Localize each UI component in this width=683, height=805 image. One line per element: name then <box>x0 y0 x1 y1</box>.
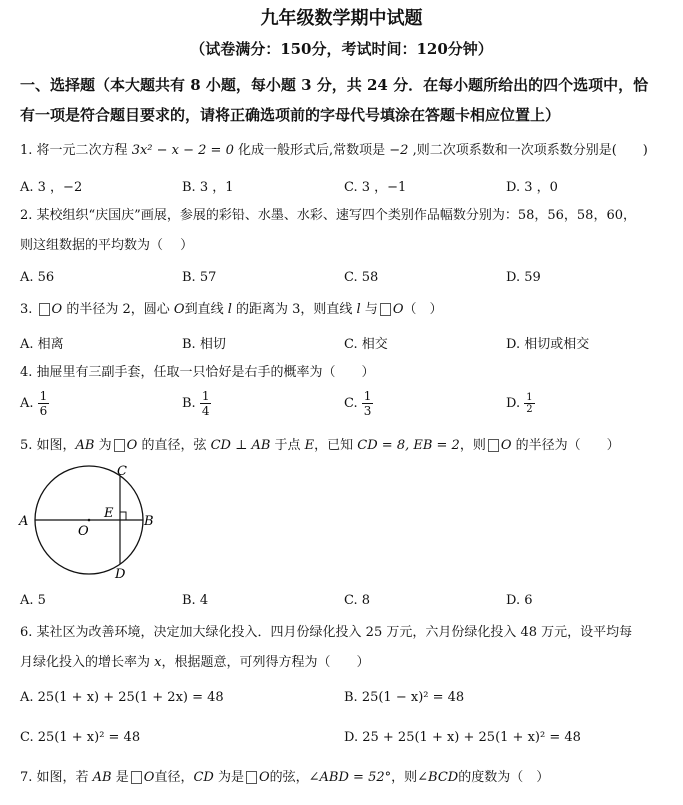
q5-ab: AB <box>75 438 95 453</box>
q7-o2: O <box>258 770 270 785</box>
q6-variable-x: x <box>154 655 162 670</box>
q1-suffix: ,则二次项系数和一次项系数分别是( ) <box>412 143 648 158</box>
q5-given: CD = 8, EB = 2 <box>357 438 460 453</box>
circle-symbol-icon <box>114 439 125 452</box>
q1-constant: −2 <box>389 143 409 158</box>
q6-option-b[interactable]: B. 25(1 − x)² = 48 <box>344 690 465 705</box>
q3-option-b[interactable]: B. 相切 <box>182 337 226 352</box>
q2-option-b[interactable]: B. 57 <box>182 270 217 285</box>
q7-o1: O <box>143 770 155 785</box>
q7-text-g: 的度数为（ ） <box>458 770 550 785</box>
q7-text-c: 直径， <box>154 770 194 785</box>
q1-option-d[interactable]: D. 3 ，0 <box>506 180 558 195</box>
option-label: C. <box>344 396 358 411</box>
q3-text-g: 的距离为 3，则直线 <box>231 302 357 317</box>
q1-middle: 化成一般形式后,常数项是 <box>238 143 386 158</box>
q6-line2a: 月绿化投入的增长率为 <box>20 655 155 670</box>
section-heading <box>20 70 670 130</box>
q5-circle-figure <box>16 460 166 582</box>
q4-option-d[interactable] <box>506 392 535 415</box>
circle-symbol-icon <box>488 439 499 452</box>
fraction <box>524 392 534 415</box>
q7-angle-bcd: ∠BCD <box>417 770 459 785</box>
q1-option-b[interactable]: B. 3 ，1 <box>182 180 234 195</box>
q5-o1: O <box>126 438 138 453</box>
numerator: 1 <box>201 389 210 403</box>
q1-option-a[interactable]: A. 3 ，−2 <box>20 180 83 195</box>
option-label: B. <box>182 396 196 411</box>
q7-text-b: 是 <box>111 770 129 785</box>
q5-text-g: 的半径为（ ） <box>511 438 620 453</box>
q3-line-l2: l <box>356 302 361 317</box>
center-point <box>88 519 91 522</box>
q6-option-a[interactable]: A. 25(1 + x) + 25(1 + 2x) = 48 <box>20 690 224 705</box>
q4-option-b[interactable] <box>182 389 211 418</box>
denominator: 3 <box>363 404 372 418</box>
label-o: O <box>78 524 89 539</box>
q3-option-a[interactable]: A. 相离 <box>20 337 64 352</box>
label-a: A <box>19 514 29 529</box>
label-e: E <box>104 506 114 521</box>
circle-symbol-icon <box>39 303 50 316</box>
q3-circle-o: O <box>51 302 63 317</box>
circle-symbol-icon <box>246 771 257 784</box>
fraction <box>362 389 374 418</box>
q7-ab: AB <box>92 770 112 785</box>
numerator: 1 <box>39 389 48 403</box>
q5-option-a[interactable]: A. 5 <box>20 593 46 608</box>
page-title: 九年级数学期中试题 <box>260 8 423 29</box>
q5-text-b: 为 <box>94 438 112 453</box>
q1-prefix: 1. 将一元二次方程 <box>20 143 128 158</box>
question-6-line1: 6. 某社区为改善环境，决定加大绿化投入．四月份绿化投入 25 万元，六月份绿化投入 48 万元，设平均每 <box>20 625 633 640</box>
q2-option-c[interactable]: C. 58 <box>344 270 379 285</box>
q7-text-a: 7. 如图，若 <box>20 770 93 785</box>
q3-circle-o2: O <box>392 302 404 317</box>
right-angle-mark <box>120 512 126 520</box>
question-2-line2: 则这组数据的平均数为（ ） <box>20 238 194 253</box>
q5-text-e: ，已知 <box>314 438 358 453</box>
q6-option-d[interactable]: D. 25 + 25(1 + x) + 25(1 + x)² = 48 <box>344 730 581 745</box>
q5-option-c[interactable]: C. 8 <box>344 593 371 608</box>
q2-option-a[interactable]: A. 56 <box>20 270 55 285</box>
question-2-line1: 2. 某校组织“庆国庆”画展，参展的彩铅、水墨、水彩、速写四个类别作品幅数分别为：58，56，58，60， <box>20 208 636 223</box>
q7-text-f: ，则 <box>391 770 418 785</box>
q5-text-f: ，则 <box>459 438 486 453</box>
q5-text-c: 的直径，弦 <box>137 438 211 453</box>
q3-option-c[interactable]: C. 相交 <box>344 337 388 352</box>
q5-cd: CD ⊥ AB <box>210 438 271 453</box>
q3-text-i: 与 <box>360 302 378 317</box>
label-c: C <box>117 464 127 479</box>
q1-option-c[interactable]: C. 3 ，−1 <box>344 180 407 195</box>
q5-e: E <box>304 438 315 453</box>
q3-number: 3. <box>20 302 37 317</box>
q5-text-d: 于点 <box>270 438 305 453</box>
question-3 <box>20 300 675 320</box>
q6-option-c[interactable]: C. 25(1 + x)² = 48 <box>20 730 141 745</box>
q7-text-d: 为是 <box>213 770 244 785</box>
question-1 <box>20 141 675 161</box>
q5-o2: O <box>500 438 512 453</box>
circle-symbol-icon <box>380 303 391 316</box>
option-label: A. <box>20 396 34 411</box>
section-heading-line2: 有一项是符合题目要求的，请将正确选项前的字母代号填涂在答题卡相应位置上） <box>20 106 561 124</box>
q7-cd: CD <box>193 770 214 785</box>
fraction <box>38 389 50 418</box>
q7-angle-abd: ∠ABD = 52° <box>308 770 392 785</box>
question-6-line2 <box>20 653 675 673</box>
q4-option-a[interactable] <box>20 389 49 418</box>
q3-text-e: 到直线 <box>184 302 228 317</box>
numerator: 1 <box>526 392 533 403</box>
denominator: 2 <box>526 404 533 415</box>
option-label: D. <box>506 396 521 411</box>
section-heading-line1: 一、选择题（本大题共有 8 小题，每小题 3 分，共 24 分．在每小题所给出的四个选项中，恰 <box>20 76 649 94</box>
circle-symbol-icon <box>131 771 142 784</box>
numerator: 1 <box>363 389 372 403</box>
q3-text-k: （ ） <box>403 302 443 317</box>
question-7 <box>20 768 675 788</box>
q5-text-a: 5. 如图， <box>20 438 76 453</box>
q4-option-c[interactable] <box>344 389 373 418</box>
q5-option-d[interactable]: D. 6 <box>506 593 533 608</box>
label-d: D <box>115 567 126 582</box>
fraction <box>200 389 212 418</box>
q3-option-d[interactable]: D. 相切或相交 <box>506 337 590 352</box>
q6-line2b: ，根据题意，可列得方程为（ ） <box>161 655 370 670</box>
exam-info: （试卷满分：150分，考试时间：120分钟） <box>190 40 493 58</box>
q5-option-b[interactable]: B. 4 <box>182 593 209 608</box>
denominator: 4 <box>201 404 210 418</box>
q3-center-o: O <box>173 302 185 317</box>
q3-text-c: 的半径为 2，圆心 <box>62 302 174 317</box>
question-4: 4. 抽屉里有三副手套，任取一只恰好是右手的概率为（ ） <box>20 365 375 380</box>
denominator: 6 <box>39 404 48 418</box>
question-5 <box>20 436 675 456</box>
q7-text-e: 的弦， <box>269 770 309 785</box>
q2-option-d[interactable]: D. 59 <box>506 270 541 285</box>
label-b: B <box>144 514 154 529</box>
q3-line-l: l <box>227 302 232 317</box>
q1-equation: 3x² − x − 2 = 0 <box>131 143 234 158</box>
